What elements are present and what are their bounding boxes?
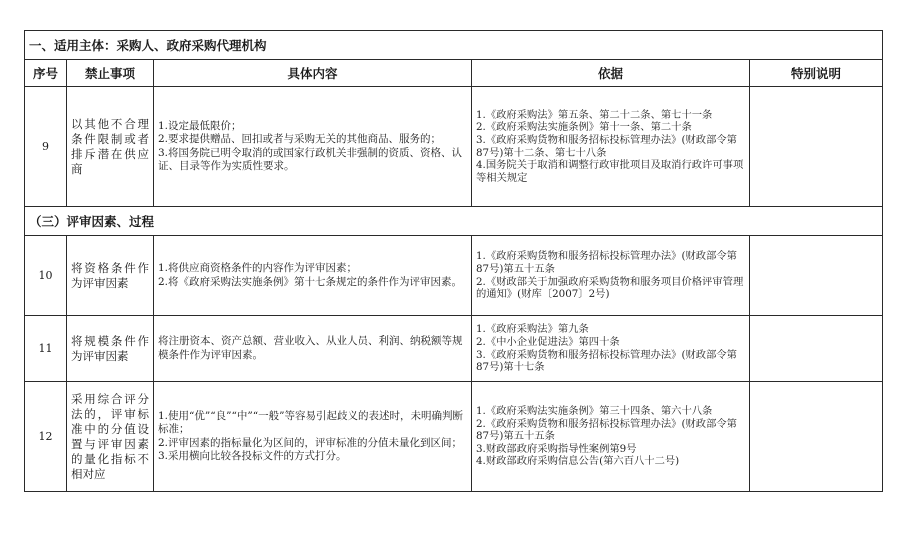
row-item: 采用综合评分法的，评审标准中的分值设置与评审因素的量化指标不相对应 [67,382,154,492]
basis-line: 1.《政府采购货物和服务招标投标管理办法》(财政部令第87号)第五十五条 [476,250,737,275]
basis-line: 2.《政府采购法实施条例》第十一条、第二十条 [476,121,692,134]
basis-line: 3.《政府采购货物和服务招标投标管理办法》(财政部令第87号)第十二条、第七十八条 [476,133,737,159]
section-heading-1: 一、适用主体：采购人、政府采购代理机构 [25,31,883,60]
header-seq: 序号 [25,60,67,87]
row-seq: 10 [25,236,67,316]
table-row [25,316,883,382]
procurement-table [24,30,882,492]
row-basis [472,382,750,492]
content-line: 2.评审因素的指标量化为区间的，评审标准的分值未量化到区间； [158,436,463,449]
table-row [25,87,883,207]
header-note: 特别说明 [750,60,883,87]
row-content [154,87,472,207]
basis-line: 1.《政府采购法实施条例》第三十四条、第六十八条 [476,405,713,418]
basis-line: 4.国务院关于取消和调整行政审批项目及取消行政许可事项等相关规定 [476,159,744,184]
row-item: 以其他不合理条件限制或者排斥潜在供应商 [67,87,154,207]
table-row [25,236,883,316]
table-row [25,382,883,492]
table-header-row [25,60,883,87]
content-line: 将注册资本、资产总额、营业收入、从业人员、利润、纳税额等规模条件作为评审因素。 [158,335,463,361]
row-content [154,382,472,492]
basis-line: 2.《中小企业促进法》第四十条 [476,335,620,348]
section-heading-3: （三）评审因素、过程 [25,207,883,236]
row-item: 将资格条件作为评审因素 [67,236,154,316]
content-line: 3.采用横向比较各投标文件的方式打分。 [158,450,347,462]
basis-line: 4.财政部政府采购信息公告(第六百八十二号) [476,455,680,468]
header-basis: 依据 [472,60,750,87]
basis-line: 2.《政府采购货物和服务招标投标管理办法》(财政部令第87号)第五十五条 [476,417,737,443]
content-line: 1.设定最低限价； [158,119,242,132]
row-seq: 12 [25,382,67,492]
row-seq: 9 [25,87,67,207]
row-note [750,87,883,207]
basis-line: 2.《财政部关于加强政府采购货物和服务项目价格评审管理的通知》(财库〔2007〕2号) [476,275,744,301]
row-item: 将规模条件作为评审因素 [67,316,154,382]
row-note [750,316,883,382]
header-item: 禁止事项 [67,60,154,87]
row-content [154,236,472,316]
header-content: 具体内容 [154,60,472,87]
row-basis [472,87,750,207]
content-line: 1.使用“优”“良”“中”“一般”等容易引起歧义的表述时，未明确判断标准； [158,409,463,435]
row-note [750,236,883,316]
basis-line: 3.财政部政府采购指导性案例第9号 [476,442,637,455]
basis-line: 1.《政府采购法》第九条 [476,323,589,336]
row-note [750,382,883,492]
content-line: 3.将国务院已明令取消的或国家行政机关非强制的资质、资格、认证、目录等作为实质性要求。 [158,146,463,172]
row-basis [472,236,750,316]
row-seq: 11 [25,316,67,382]
content-line: 1.将供应商资格条件的内容作为评审因素； [158,262,358,274]
row-basis [472,316,750,382]
content-line: 2.将《政府采购法实施条例》第十七条规定的条件作为评审因素。 [158,275,463,288]
content-line: 2.要求提供赠品、回扣或者与采购无关的其他商品、服务的； [158,133,442,145]
basis-line: 3.《政府采购货物和服务招标投标管理办法》(财政部令第87号)第十七条 [476,348,737,374]
basis-line: 1.《政府采购法》第五条、第二十二条、第七十一条 [476,108,713,121]
row-content [154,316,472,382]
